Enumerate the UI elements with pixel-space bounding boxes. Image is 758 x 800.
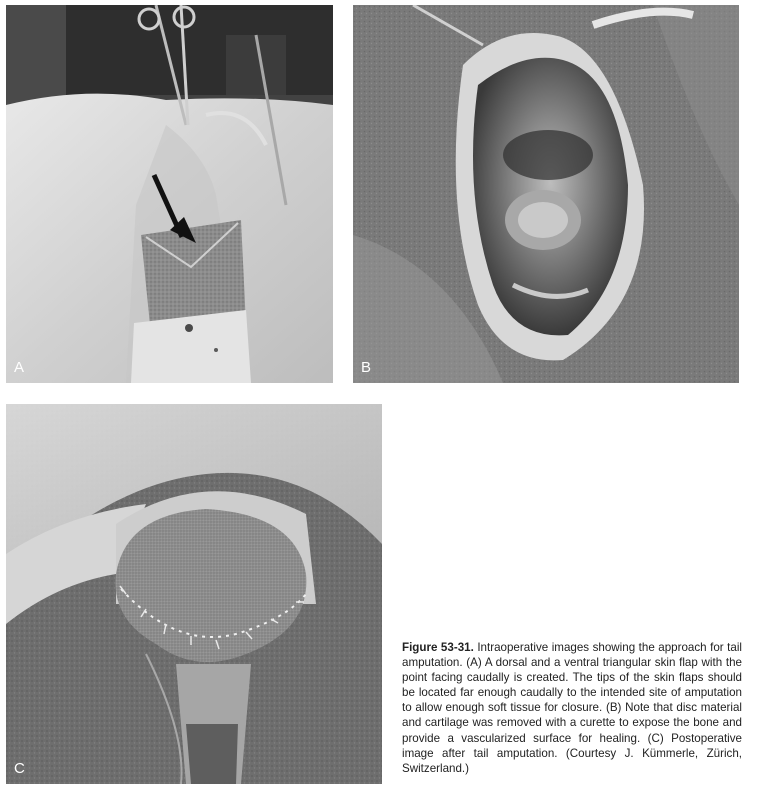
panel-label-b: B [361,359,372,376]
figure-caption [402,640,742,776]
photo-c-image [6,404,382,784]
photo-panel-b [353,5,739,383]
photo-panel-c [6,404,382,784]
panel-label-c: C [14,760,25,777]
panel-label-a: A [14,359,25,376]
figure-label: Figure 53-31. [402,641,474,654]
photo-a-image [6,5,333,383]
photo-panel-a [6,5,333,383]
figure-caption-text: Intraoperative images showing the approach for tail amputation. (A) A dorsal and a ventral triangular skin flap with the point facing caudally is created. The tips of the skin flaps should be located far enough caudally to the intended site of amputation to allow enough soft tissue for closure. (B) Note that disc material and cartilage was removed with a curette to expose the bone and provide a vascularized surface for healing. (C) Postoperative image after tail amputation. (Courtesy J. Kümmerle, Zürich, Switzerland.) [402,641,742,775]
photo-b-image [353,5,739,383]
